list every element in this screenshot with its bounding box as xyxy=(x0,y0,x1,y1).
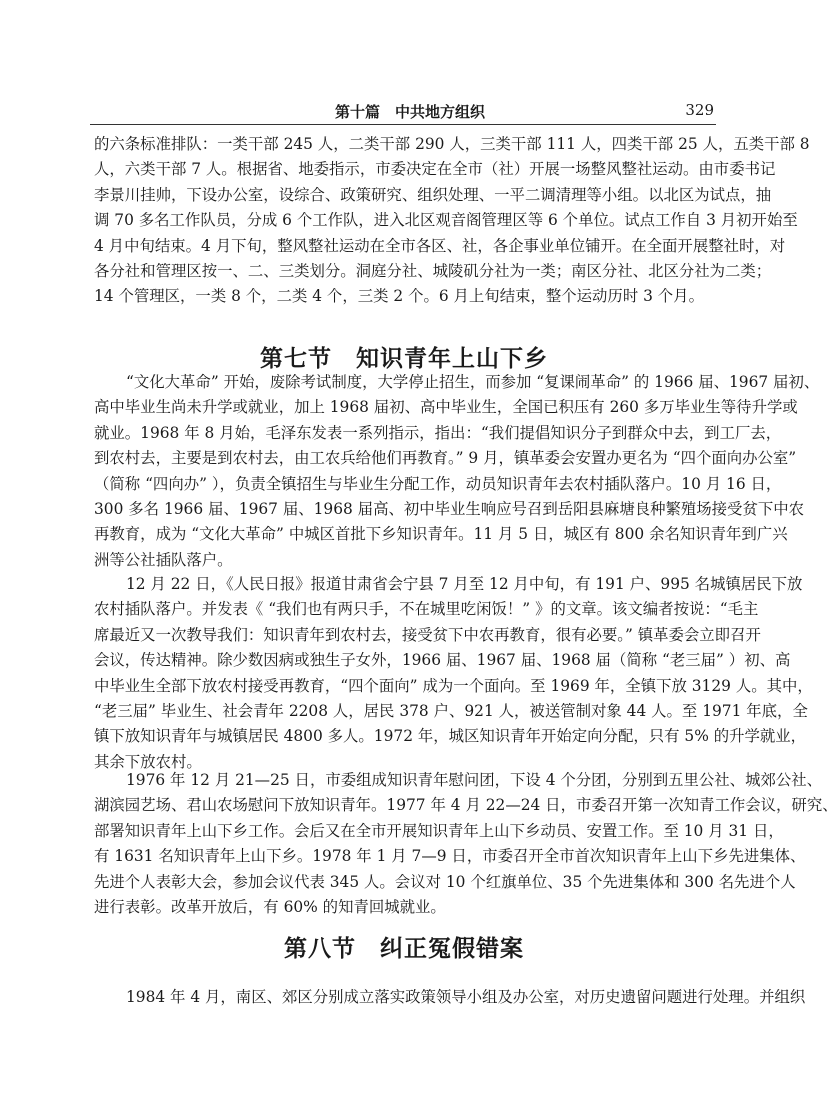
paragraph-2 xyxy=(94,370,820,573)
text-line: 再教育，成为 “文化大革命” 中城区首批下乡知识青年。11 月 5 日，城区有 800 余名知识青年到广兴 xyxy=(94,525,788,544)
text-line: 农村插队落户。并发表《 “我们也有两只手，不在城里吃闲饭！” 》的文章。该文编者按说：“毛主 xyxy=(94,600,759,619)
text-line: 4 月中旬结束。4 月下旬，整风整社运动在全市各区、社，各企事业单位铺开。在全面开展整社时，对 xyxy=(94,236,786,255)
text-line: “老三届” 毕业生、社会青年 2208 人，居民 378 户、921 人，被送管制对象 44 人。至 1971 年底，全 xyxy=(94,702,808,721)
text-line: 部署知识青年上山下乡工作。会后又在全市开展知识青年上山下乡动员、安置工作。至 10 月 31 日， xyxy=(94,821,784,840)
text-line: （简称 “四向办” ），负责全镇招生与毕业生分配工作，动员知识青年去农村插队落户。10 月 16 日， xyxy=(94,474,782,493)
text-line: 12 月 22 日，《人民日报》报道甘肃省会宁县 7 月至 12 月中旬，有 191 户、995 名城镇居民下放 xyxy=(126,575,803,593)
chapter-title: 第十篇 中共地方组织 xyxy=(334,103,485,121)
section-heading-8: 第八节 纠正冤假错案 xyxy=(284,936,524,962)
text-line: 镇下放知识青年与城镇居民 4800 多人。1972 年，城区知识青年开始定向分配，只有 5% 的升学就业， xyxy=(94,727,807,746)
text-line: 进行表彰。改革开放后，有 60% 的知青回城就业。 xyxy=(94,898,446,917)
paragraph-5 xyxy=(94,985,806,1010)
paragraph-1 xyxy=(94,132,810,310)
text-line: 300 多名 1966 届、1967 届、1968 届高、初中毕业生响应号召到岳阳县麻塘良种繁殖场接受贫下中农 xyxy=(94,500,805,519)
text-line: 李景川挂帅，下设办公室，设综合、政策研究、组织处理、一平二调清理等小组。以北区为试点，抽 xyxy=(94,185,772,204)
text-line: 会议，传达精神。除少数因病或独生子女外，1966 届、1967 届、1968 届（简称 “老三届” ）初、高 xyxy=(94,651,791,670)
text-line: 的六条标准排队：一类干部 245 人，二类干部 290 人，三类干部 111 人，四类干部 25 人，五类干部 8 xyxy=(94,135,810,153)
text-line: 有 1631 名知识青年上山下乡。1978 年 1 月 7—9 日，市委召开全市首次知识青年上山下乡先进集体、 xyxy=(94,847,806,866)
text-line: 到农村去，主要是到农村去，由工农兵给他们再教育。” 9 月，镇革委会安置办更名为 “四个面向办公室” xyxy=(94,449,797,468)
text-line: “文化大革命” 开始，废除考试制度，大学停止招生，而参加 “复课闹革命” 的 1966 届、1967 届初、 xyxy=(126,373,820,391)
paragraph-3 xyxy=(94,572,813,775)
text-line: 湖滨园艺场、君山农场慰问下放知识青年。1977 年 4 月 22—24 日，市委召开第一次知青工作会议，研究、 xyxy=(94,796,838,815)
text-line: 高中毕业生尚未升学或就业，加上 1968 届初、高中毕业生，全国已积压有 260 多万毕业生等待升学或 xyxy=(94,398,798,417)
text-line: 14 个管理区，一类 8 个，二类 4 个，三类 2 个。6 月上旬结束，整个运动历时 3 个月。 xyxy=(94,287,704,306)
text-line: 洲等公社插队落户。 xyxy=(94,550,233,569)
section-heading-7: 第七节 知识青年上山下乡 xyxy=(260,346,548,372)
text-line: 1976 年 12 月 21—25 日，市委组成知识青年慰问团，下设 4 个分团，分别到五里公社、城郊公社、 xyxy=(126,771,823,789)
text-line: 各分社和管理区按一、二、三类划分。洞庭分社、城陵矶分社为一类；南区分社、北区分社为二类； xyxy=(94,262,772,281)
text-line: 中毕业生全部下放农村接受再教育，“四个面向” 成为一个面向。至 1969 年，全镇下放 3129 人。其中， xyxy=(94,676,813,695)
text-line: 其余下放农村。 xyxy=(94,752,202,771)
header-rule xyxy=(90,124,716,125)
text-line: 调 70 多名工作队员，分成 6 个工作队，进入北区观音阁管理区等 6 个单位。试点工作自 3 月初开始至 xyxy=(94,211,798,230)
text-line: 1984 年 4 月，南区、郊区分别成立落实政策领导小组及办公室，对历史遗留问题进行处理。并组织 xyxy=(126,988,806,1006)
text-line: 席最近又一次教导我们：知识青年到农村去，接受贫下中农再教育，很有必要。” 镇革委会立即召开 xyxy=(94,625,761,644)
page-number: 329 xyxy=(685,101,714,119)
text-line: 就业。1968 年 8 月始，毛泽东发表一系列指示，指出：“我们提倡知识分子到群众中去，到工厂去， xyxy=(94,423,782,442)
text-line: 人，六类干部 7 人。根据省、地委指示，市委决定在全市（社）开展一场整风整社运动。由市委书记 xyxy=(94,160,776,179)
paragraph-4 xyxy=(94,768,838,920)
text-line: 先进个人表彰大会，参加会议代表 345 人。会议对 10 个红旗单位、35 个先进集体和 300 名先进个人 xyxy=(94,872,796,891)
